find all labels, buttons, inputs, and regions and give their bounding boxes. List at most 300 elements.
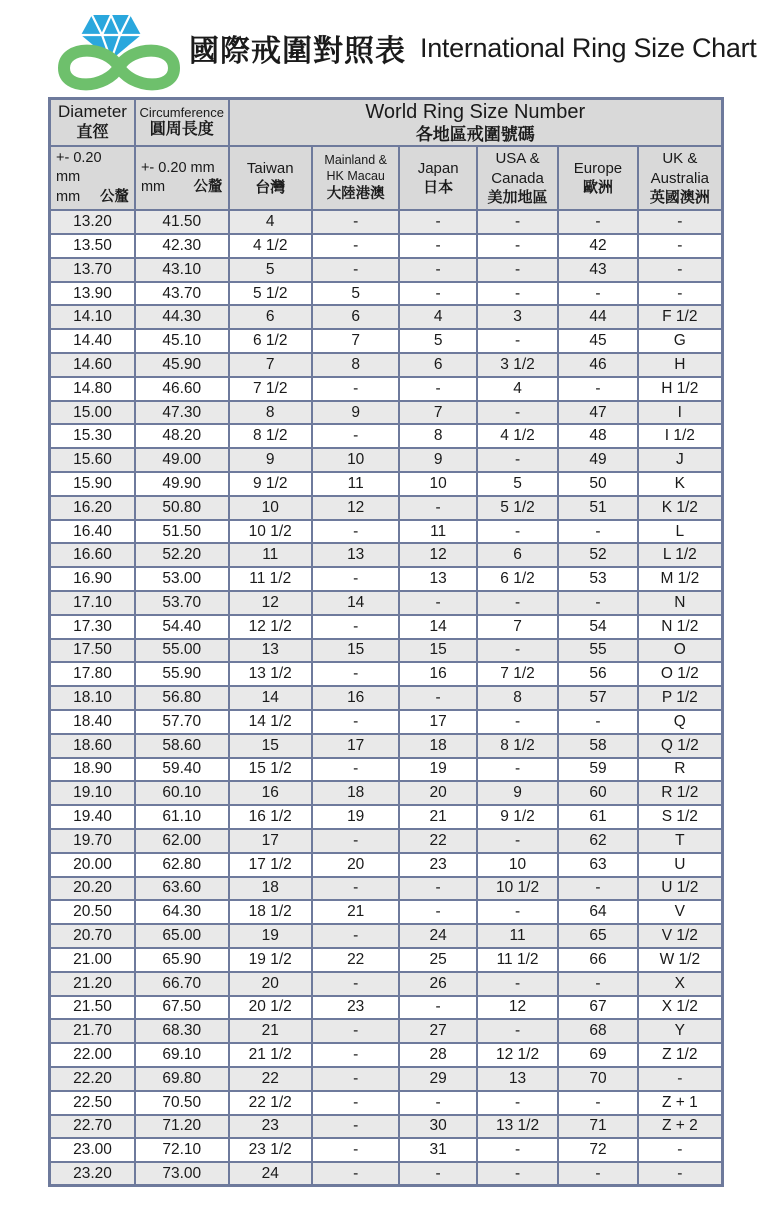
table-cell: 68: [558, 1019, 637, 1043]
table-cell: 5: [312, 282, 399, 306]
column-header-line: Australia: [650, 169, 709, 187]
column-header-line: 日本: [423, 179, 454, 197]
table-cell: -: [477, 1162, 558, 1186]
column-header-mainland-hk-macau: [312, 146, 399, 210]
table-cell: N 1/2: [638, 615, 723, 639]
table-cell: 11: [399, 520, 476, 544]
table-cell: 16: [312, 686, 399, 710]
table-cell: K: [638, 472, 723, 496]
column-header-taiwan: [229, 146, 312, 210]
table-cell: 19.70: [50, 829, 135, 853]
table-cell: 52.20: [135, 543, 229, 567]
table-row: [50, 496, 723, 520]
table-cell: -: [638, 210, 723, 234]
table-body: [50, 210, 723, 1186]
table-row: [50, 734, 723, 758]
column-header-line: Canada: [491, 169, 544, 187]
table-cell: 15.00: [50, 401, 135, 425]
table-cell: 8: [312, 353, 399, 377]
table-cell: 56: [558, 662, 637, 686]
table-cell: 12: [477, 996, 558, 1020]
table-cell: 45.10: [135, 329, 229, 353]
table-cell: 6: [399, 353, 476, 377]
table-cell: -: [312, 615, 399, 639]
column-header-line: USA &: [495, 150, 540, 167]
table-cell: 23.20: [50, 1162, 135, 1186]
table-cell: 17: [399, 710, 476, 734]
header-circumference-en: Circumference: [139, 104, 224, 120]
header-world-ring-size: [229, 99, 723, 147]
table-cell: -: [477, 401, 558, 425]
column-header-line: Japan: [417, 159, 459, 177]
table-cell: 13: [312, 543, 399, 567]
table-cell: 54.40: [135, 615, 229, 639]
table-cell: -: [638, 1067, 723, 1091]
table-row: [50, 210, 723, 234]
table-cell: -: [477, 758, 558, 782]
table-cell: -: [477, 448, 558, 472]
table-cell: -: [558, 972, 637, 996]
header-diameter: [50, 99, 135, 147]
table-cell: 17 1/2: [229, 853, 312, 877]
table-cell: U 1/2: [638, 877, 723, 901]
table-cell: 24: [399, 924, 476, 948]
table-row: [50, 1043, 723, 1067]
table-row: [50, 710, 723, 734]
table-cell: 63.60: [135, 877, 229, 901]
table-cell: 16: [399, 662, 476, 686]
table-cell: 70.50: [135, 1091, 229, 1115]
table-cell: -: [312, 662, 399, 686]
header-circumference-zh: 圓周長度: [149, 121, 214, 139]
table-row: [50, 1115, 723, 1139]
table-cell: 15: [229, 734, 312, 758]
table-cell: -: [477, 329, 558, 353]
table-cell: 8: [477, 686, 558, 710]
tolerance-label: +- 0.20 mm: [140, 159, 215, 176]
table-cell: 41.50: [135, 210, 229, 234]
table-cell: 15.60: [50, 448, 135, 472]
table-cell: -: [399, 258, 476, 282]
table-row: [50, 972, 723, 996]
table-cell: -: [312, 1043, 399, 1067]
table-cell: 13 1/2: [229, 662, 312, 686]
table-cell: W 1/2: [638, 948, 723, 972]
table-cell: 67.50: [135, 996, 229, 1020]
table-row: [50, 472, 723, 496]
table-cell: 21: [399, 805, 476, 829]
table-cell: 21.20: [50, 972, 135, 996]
column-header-line: 英國澳洲: [649, 189, 710, 206]
table-cell: -: [312, 877, 399, 901]
table-cell: Q 1/2: [638, 734, 723, 758]
table-cell: X: [638, 972, 723, 996]
table-cell: 12: [229, 591, 312, 615]
table-cell: H: [638, 353, 723, 377]
table-row: [50, 567, 723, 591]
table-cell: 27: [399, 1019, 476, 1043]
table-cell: -: [312, 1091, 399, 1115]
table-cell: 18: [399, 734, 476, 758]
table-cell: 42.30: [135, 234, 229, 258]
table-cell: 24: [229, 1162, 312, 1186]
table-cell: -: [638, 1138, 723, 1162]
table-cell: 11 1/2: [477, 948, 558, 972]
table-cell: -: [312, 972, 399, 996]
table-cell: 47.30: [135, 401, 229, 425]
table-cell: 43.70: [135, 282, 229, 306]
table-cell: 58.60: [135, 734, 229, 758]
table-cell: -: [399, 900, 476, 924]
table-cell: V: [638, 900, 723, 924]
table-cell: 53: [558, 567, 637, 591]
table-cell: -: [399, 996, 476, 1020]
table-cell: 11: [312, 472, 399, 496]
table-row: [50, 781, 723, 805]
table-cell: -: [638, 282, 723, 306]
table-cell: -: [399, 210, 476, 234]
table-cell: 48: [558, 424, 637, 448]
table-cell: 19 1/2: [229, 948, 312, 972]
column-header-japan: [399, 146, 476, 210]
table-cell: -: [558, 1162, 637, 1186]
table-cell: 72.10: [135, 1138, 229, 1162]
table-cell: -: [399, 496, 476, 520]
table-cell: 64: [558, 900, 637, 924]
table-cell: 42: [558, 234, 637, 258]
table-cell: 68.30: [135, 1019, 229, 1043]
table-cell: 62: [558, 829, 637, 853]
table-cell: -: [312, 1162, 399, 1186]
table-cell: 9 1/2: [477, 805, 558, 829]
table-cell: -: [399, 686, 476, 710]
table-cell: 53.00: [135, 567, 229, 591]
table-cell: 7: [399, 401, 476, 425]
table-cell: 12 1/2: [229, 615, 312, 639]
table-cell: 59: [558, 758, 637, 782]
table-cell: -: [558, 282, 637, 306]
table-cell: N: [638, 591, 723, 615]
table-cell: 7: [312, 329, 399, 353]
infinity-icon: [64, 51, 174, 85]
table-cell: 31: [399, 1138, 476, 1162]
table-cell: 5: [399, 329, 476, 353]
table-cell: 19: [399, 758, 476, 782]
table-cell: -: [477, 972, 558, 996]
table-cell: 22 1/2: [229, 1091, 312, 1115]
table-cell: -: [312, 424, 399, 448]
table-row: [50, 543, 723, 567]
table-cell: 17: [312, 734, 399, 758]
table-cell: 54: [558, 615, 637, 639]
table-cell: 18: [229, 877, 312, 901]
table-cell: -: [312, 1138, 399, 1162]
table-cell: 15.90: [50, 472, 135, 496]
table-cell: 61.10: [135, 805, 229, 829]
table-cell: 7: [477, 615, 558, 639]
table-cell: 20: [229, 972, 312, 996]
table-cell: 7: [229, 353, 312, 377]
column-header-row: [50, 146, 723, 210]
table-cell: 20 1/2: [229, 996, 312, 1020]
table-cell: 64.30: [135, 900, 229, 924]
table-cell: 25: [399, 948, 476, 972]
table-row: [50, 996, 723, 1020]
table-cell: 14: [312, 591, 399, 615]
table-cell: -: [312, 1067, 399, 1091]
table-cell: I: [638, 401, 723, 425]
table-cell: -: [477, 1019, 558, 1043]
table-cell: 11: [477, 924, 558, 948]
table-row: [50, 615, 723, 639]
table-cell: 18.10: [50, 686, 135, 710]
table-cell: -: [477, 710, 558, 734]
table-cell: 21: [229, 1019, 312, 1043]
logo-graphic: [54, 5, 185, 96]
table-cell: 21: [312, 900, 399, 924]
table-cell: -: [477, 258, 558, 282]
table-cell: 23: [399, 853, 476, 877]
table-cell: 55.90: [135, 662, 229, 686]
table-cell: 23: [312, 996, 399, 1020]
table-cell: 5: [477, 472, 558, 496]
table-cell: 46: [558, 353, 637, 377]
table-cell: 60.10: [135, 781, 229, 805]
table-cell: 14.60: [50, 353, 135, 377]
table-cell: O: [638, 639, 723, 663]
table-cell: 69.80: [135, 1067, 229, 1091]
table-cell: 69: [558, 1043, 637, 1067]
page-title-english: International Ring Size Chart: [420, 32, 757, 63]
table-cell: 18 1/2: [229, 900, 312, 924]
table-cell: H 1/2: [638, 377, 723, 401]
table-cell: -: [477, 591, 558, 615]
table-cell: 44: [558, 305, 637, 329]
table-cell: 19: [229, 924, 312, 948]
table-cell: 20.70: [50, 924, 135, 948]
table-cell: 13.90: [50, 282, 135, 306]
table-cell: 9: [399, 448, 476, 472]
table-cell: 5: [229, 258, 312, 282]
table-cell: 50.80: [135, 496, 229, 520]
table-cell: 65.00: [135, 924, 229, 948]
table-cell: -: [399, 877, 476, 901]
table-cell: 4: [229, 210, 312, 234]
table-cell: 10: [399, 472, 476, 496]
table-cell: -: [312, 520, 399, 544]
table-cell: 73.00: [135, 1162, 229, 1186]
table-cell: 16 1/2: [229, 805, 312, 829]
table-cell: 61: [558, 805, 637, 829]
column-header-line: UK &: [662, 150, 698, 167]
table-cell: 22: [229, 1067, 312, 1091]
table-cell: 12: [399, 543, 476, 567]
table-cell: 9: [477, 781, 558, 805]
table-cell: 10: [229, 496, 312, 520]
table-cell: 16.60: [50, 543, 135, 567]
table-cell: -: [312, 567, 399, 591]
column-header-line: 歐洲: [582, 179, 613, 197]
header-circumference: [135, 99, 229, 147]
table-cell: M 1/2: [638, 567, 723, 591]
ring-size-table: [48, 97, 724, 1187]
column-header-line: Mainland &: [324, 152, 387, 167]
table-row: [50, 329, 723, 353]
table-cell: O 1/2: [638, 662, 723, 686]
table-cell: 23: [229, 1115, 312, 1139]
table-cell: -: [312, 234, 399, 258]
table-cell: 4 1/2: [229, 234, 312, 258]
table-cell: 4 1/2: [477, 424, 558, 448]
table-cell: -: [558, 520, 637, 544]
table-cell: -: [312, 210, 399, 234]
table-cell: -: [477, 1091, 558, 1115]
table-cell: 10: [312, 448, 399, 472]
table-cell: 43.10: [135, 258, 229, 282]
table-cell: 5 1/2: [229, 282, 312, 306]
table-cell: 16.90: [50, 567, 135, 591]
column-header-usa-canada: [477, 146, 558, 210]
table-cell: 22: [312, 948, 399, 972]
table-cell: 7 1/2: [229, 377, 312, 401]
table-cell: 13 1/2: [477, 1115, 558, 1139]
table-cell: 21.00: [50, 948, 135, 972]
table-cell: Z + 2: [638, 1115, 723, 1139]
table-cell: 6 1/2: [229, 329, 312, 353]
table-row: [50, 282, 723, 306]
table-cell: 19.40: [50, 805, 135, 829]
table-cell: 66: [558, 948, 637, 972]
table-cell: 11 1/2: [229, 567, 312, 591]
table-cell: Z + 1: [638, 1091, 723, 1115]
table-cell: K 1/2: [638, 496, 723, 520]
table-cell: 72: [558, 1138, 637, 1162]
table-cell: 13.70: [50, 258, 135, 282]
table-cell: 55: [558, 639, 637, 663]
table-cell: -: [558, 591, 637, 615]
table-cell: 17: [229, 829, 312, 853]
table-cell: 56.80: [135, 686, 229, 710]
table-row: [50, 520, 723, 544]
table-cell: 15: [399, 639, 476, 663]
table-cell: 21 1/2: [229, 1043, 312, 1067]
table-cell: 71: [558, 1115, 637, 1139]
table-cell: 51.50: [135, 520, 229, 544]
table-cell: 62.80: [135, 853, 229, 877]
table-cell: 65: [558, 924, 637, 948]
table-cell: 6: [312, 305, 399, 329]
table-cell: -: [312, 924, 399, 948]
table-cell: S 1/2: [638, 805, 723, 829]
table-cell: 10: [477, 853, 558, 877]
table-cell: -: [477, 639, 558, 663]
table-cell: 17.80: [50, 662, 135, 686]
table-row: [50, 1067, 723, 1091]
table-row: [50, 1019, 723, 1043]
table-cell: 45: [558, 329, 637, 353]
table-row: [50, 662, 723, 686]
table-cell: 49.90: [135, 472, 229, 496]
table-cell: 67: [558, 996, 637, 1020]
table-row: [50, 424, 723, 448]
table-row: [50, 305, 723, 329]
table-cell: -: [477, 282, 558, 306]
table-row: [50, 448, 723, 472]
table-cell: 46.60: [135, 377, 229, 401]
table-cell: 3 1/2: [477, 353, 558, 377]
table-cell: -: [312, 829, 399, 853]
table-cell: 18: [312, 781, 399, 805]
table-row: [50, 877, 723, 901]
table-cell: 48.20: [135, 424, 229, 448]
table-cell: -: [312, 377, 399, 401]
table-row: [50, 591, 723, 615]
table-cell: -: [638, 234, 723, 258]
table-cell: 47: [558, 401, 637, 425]
table-cell: 14.10: [50, 305, 135, 329]
table-cell: -: [477, 900, 558, 924]
table-cell: 28: [399, 1043, 476, 1067]
table-cell: 14.80: [50, 377, 135, 401]
table-cell: 3: [477, 305, 558, 329]
table-cell: 12: [312, 496, 399, 520]
table-cell: 22.20: [50, 1067, 135, 1091]
table-cell: -: [638, 1162, 723, 1186]
table-cell: -: [477, 234, 558, 258]
table-cell: L: [638, 520, 723, 544]
table-cell: 16: [229, 781, 312, 805]
column-header-line: 美加地區: [487, 189, 548, 206]
table-cell: -: [312, 710, 399, 734]
table-cell: -: [312, 1115, 399, 1139]
table-row: [50, 924, 723, 948]
table-cell: 18.60: [50, 734, 135, 758]
table-cell: 57: [558, 686, 637, 710]
table-cell: 6: [229, 305, 312, 329]
table-cell: 15.30: [50, 424, 135, 448]
table-cell: 23.00: [50, 1138, 135, 1162]
table-cell: 20: [312, 853, 399, 877]
table-cell: -: [558, 377, 637, 401]
table-cell: 62.00: [135, 829, 229, 853]
table-cell: 50: [558, 472, 637, 496]
table-cell: 7 1/2: [477, 662, 558, 686]
column-header-line: Taiwan: [246, 159, 294, 177]
table-cell: 4: [477, 377, 558, 401]
table-cell: 21.70: [50, 1019, 135, 1043]
column-header-uk-australia: [638, 146, 723, 210]
table-cell: 57.70: [135, 710, 229, 734]
table-cell: 8 1/2: [477, 734, 558, 758]
table-cell: 58: [558, 734, 637, 758]
table-cell: R: [638, 758, 723, 782]
header-diameter-zh: 直徑: [76, 123, 109, 141]
table-cell: 16.20: [50, 496, 135, 520]
table-cell: Q: [638, 710, 723, 734]
table-cell: -: [399, 591, 476, 615]
table-cell: 8: [399, 424, 476, 448]
table-row: [50, 829, 723, 853]
table-cell: R 1/2: [638, 781, 723, 805]
column-header-diameter-tolerance: [50, 146, 135, 210]
table-cell: L 1/2: [638, 543, 723, 567]
table-cell: 5 1/2: [477, 496, 558, 520]
page-title-chinese: 國際戒圍對照表: [189, 35, 406, 68]
table-cell: 10 1/2: [477, 877, 558, 901]
table-cell: 17.30: [50, 615, 135, 639]
table-row: [50, 401, 723, 425]
column-header-line: Europe: [573, 159, 623, 177]
